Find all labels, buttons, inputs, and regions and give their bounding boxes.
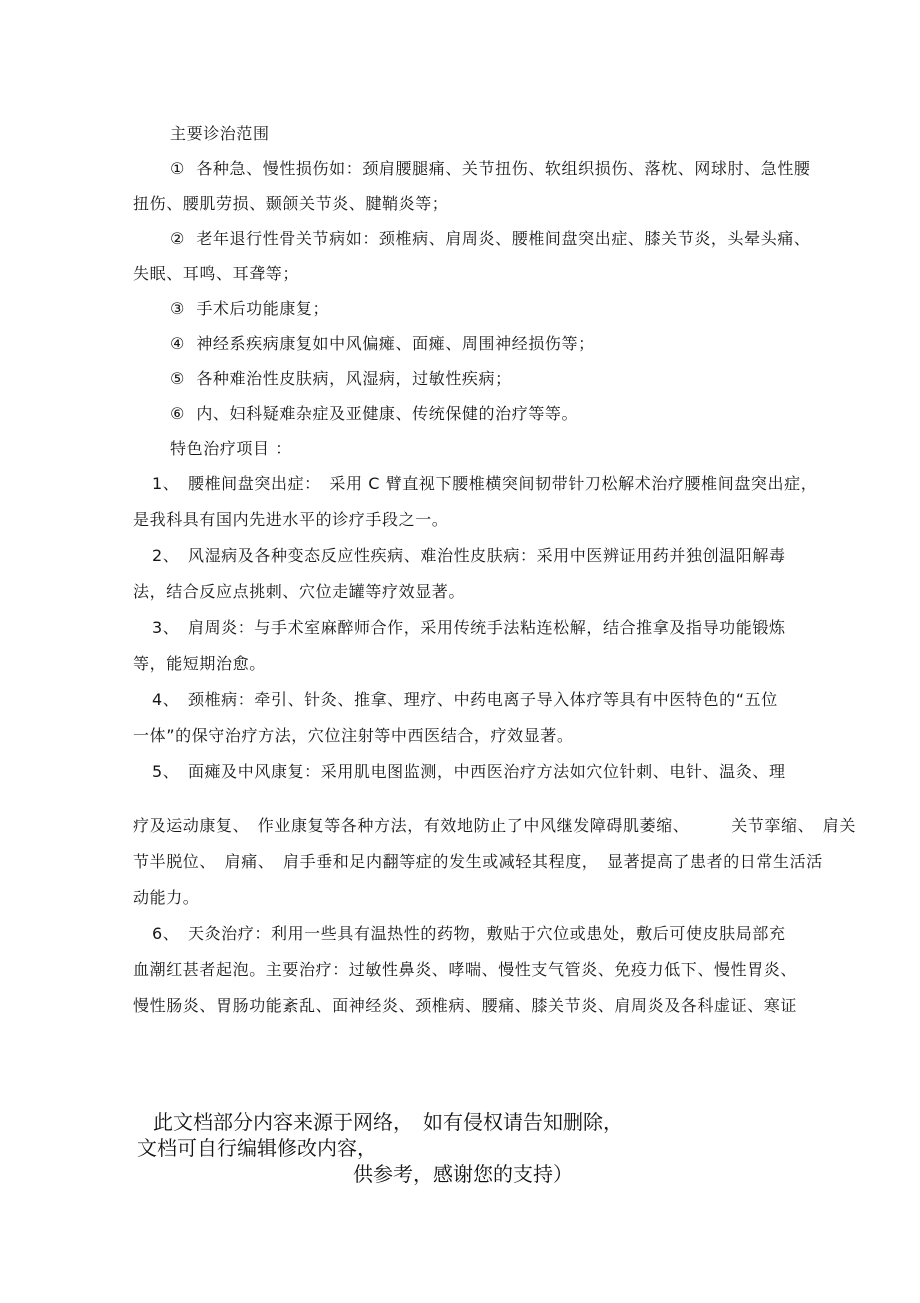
paragraph-line: 3、 肩周炎：与手术室麻醉师合作，采用传统手法粘连松解，结合推拿及指导功能锻炼 [152,618,786,637]
disclaimer-line: 此文档部分内容来源于网络， 如有侵权请告知删除， [153,1110,623,1134]
paragraph-line: 失眠、耳鸣、耳聋等； [133,264,300,283]
paragraph-line: 疗及运动康复、 作业康复等各种方法，有效地防止了中风继发障碍肌萎缩、 关节挛缩、 肩关 [133,816,857,835]
paragraph-line: 法，结合反应点挑刺、穴位走罐等疗效显著。 [133,582,466,601]
section-heading: 主要诊治范围 [170,124,270,143]
paragraph-line: 慢性肠炎、胃肠功能紊乱、面神经炎、颈椎病、腰痛、膝关节炎、肩周炎及各科虚证、寒证 [133,996,798,1015]
paragraph-line: ② 老年退行性骨关节病如：颈椎病、肩周炎、腰椎间盘突出症、膝关节炎，头晕头痛、 [170,229,811,248]
disclaimer-line: 供参考，感谢您的支持） [353,1162,573,1186]
paragraph-line: ① 各种急、慢性损伤如：颈肩腰腿痛、关节扭伤、软组织损伤、落枕、网球肘、急性腰 [170,159,811,178]
footer-disclaimer [0,1109,920,1187]
document-body [0,116,920,1024]
paragraph-line: ⑥ 内、妇科疑难杂症及亚健康、传统保健的治疗等等。 [170,404,579,423]
paragraph-line: 是我科具有国内先进水平的诊疗手段之一。 [133,510,449,529]
paragraph-line: 等，能短期治愈。 [133,654,266,673]
paragraph-line: 2、 风湿病及各种变态反应性疾病、难治性皮肤病：采用中医辨证用药并独创温阳解毒 [152,546,786,565]
disclaimer-line: 文档可自行编辑修改内容， [137,1136,377,1160]
paragraph-line: 血潮红甚者起泡。主要治疗：过敏性鼻炎、哮喘、慢性支气管炎、免疫力低下、慢性胃炎、 [133,960,798,979]
section-heading: 特色治疗项目 ： [170,439,292,458]
paragraph-line: 4、 颈椎病：牵引、针灸、推拿、理疗、中药电离子导入体疗等具有中医特色的“五位 [152,690,778,709]
paragraph-line: ④ 神经系疾病康复如中风偏瘫、面瘫、周围神经损伤等； [170,334,595,353]
paragraph-line: ⑤ 各种难治性皮肤病，风湿病，过敏性疾病； [170,369,512,388]
paragraph-line: 动能力。 [133,888,200,907]
paragraph-line: 6、 天灸治疗：利用一些具有温热性的药物，敷贴于穴位或患处，敷后可使皮肤局部充 [152,924,786,943]
paragraph-line: 5、 面瘫及中风康复：采用肌电图监测，中西医治疗方法如穴位针刺、电针、温灸、理 [152,762,786,781]
paragraph-line: 一体”的保守治疗方法，穴位注射等中西医结合，疗效显著。 [133,726,574,745]
paragraph-line: 扭伤、腰肌劳损、颞颌关节炎、腱鞘炎等； [133,194,449,213]
paragraph-line: 节半脱位、 肩痛、 肩手垂和足内翻等症的发生或减轻其程度， 显著提高了患者的日常生活活 [133,852,823,871]
paragraph-line: ③ 手术后功能康复； [170,299,330,318]
paragraph-line: 1、 腰椎间盘突出症： 采用 C 臂直视下腰椎横突间韧带针刀松解术治疗腰椎间盘突出症， [152,474,818,493]
